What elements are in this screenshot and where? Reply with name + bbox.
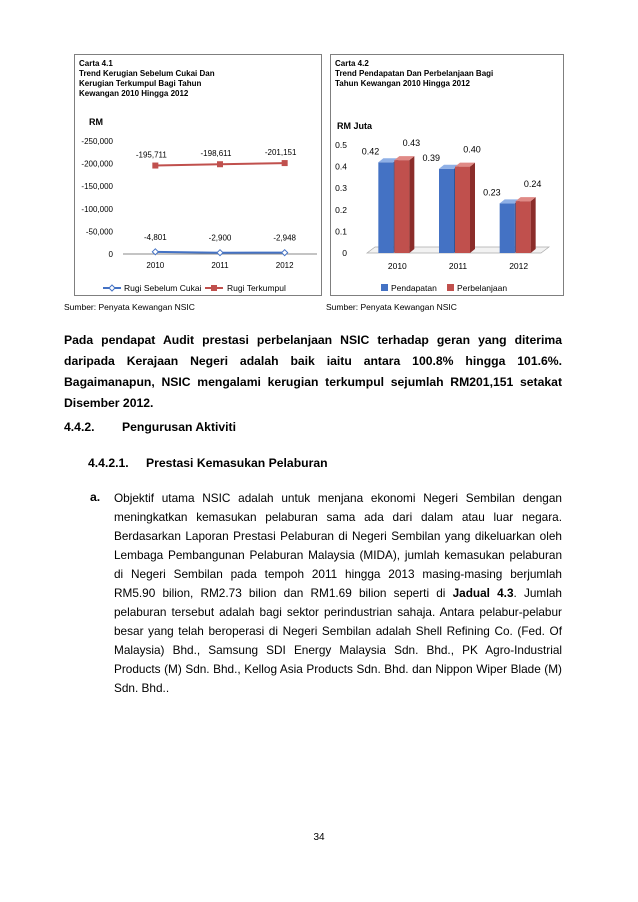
bar-pendapatan [378, 162, 393, 253]
data-label: -198,611 [200, 149, 232, 159]
y-tick-label: 0.5 [335, 140, 347, 150]
x-tick-label: 2010 [146, 261, 165, 270]
y-tick-label: -100,000 [81, 204, 113, 214]
bar-side [409, 156, 414, 253]
data-point [282, 160, 288, 166]
subsection-title: Prestasi Kemasukan Pelaburan [146, 456, 328, 470]
x-tick-label: 2012 [509, 261, 529, 271]
data-label: 0.43 [402, 138, 421, 149]
y-tick-label: -150,000 [81, 182, 113, 192]
chart-4-1 [74, 54, 322, 296]
item-line: Malaysia) Bhd., Samsung SDI Energy Malaysia Sdn. Bhd., PK Agro-Industrial [114, 643, 562, 657]
summary-line: Disember 2012. [64, 396, 154, 410]
item-line: Products (M) Sdn. Bhd., Kellog Asia Products Sdn. Bhd. dan Nippon Wiper Blade (M) [114, 662, 562, 676]
item-line: di Negeri Sembilan pada tempoh 2011 hingga 2013 masing-masing berjumlah [114, 567, 562, 581]
chart-4-2-source: Sumber: Penyata Kewangan NSIC [326, 302, 457, 312]
legend-label: Pendapatan [391, 283, 437, 293]
legend-marker [109, 285, 115, 291]
data-label: 0.23 [483, 187, 501, 198]
bar-side [531, 197, 536, 253]
chart-4-1-unit: RM [89, 117, 103, 127]
item-marker: a. [90, 490, 101, 504]
bar-pendapatan [500, 203, 515, 253]
y-tick-label: 0.2 [335, 204, 347, 215]
data-point [282, 250, 288, 256]
chart-4-2-plot [331, 55, 563, 295]
data-point [217, 250, 223, 256]
chart-4-2-unit: RM Juta [337, 121, 373, 131]
y-tick-label: -200,000 [81, 159, 113, 169]
item-line: Berdasarkan Laporan Prestasi Pelaburan di Negeri Sembilan yang dikeluarkan oleh [114, 529, 562, 543]
legend-swatch [447, 284, 454, 291]
legend-label: Perbelanjaan [457, 283, 508, 293]
data-label: -4,801 [143, 232, 167, 242]
bar-pendapatan [439, 169, 454, 253]
x-tick-label: 2010 [387, 261, 407, 271]
item-line: besar yang telah beroperasi di Negeri Sembilan adalah Shell Refining Co. (Fed. Of [114, 624, 562, 638]
bar-perbelanjaan [394, 160, 409, 253]
section-number: 4.4.2. [64, 420, 95, 434]
item-line-text: RM5.90 bilion, RM2.73 bilion dan RM1.69 bilion seperti di [114, 586, 453, 600]
y-tick-label: -50,000 [85, 227, 113, 237]
chart-4-2 [330, 54, 564, 296]
summary-line: daripada Kerajaan Negeri adalah baik iaitu antara 100.8% hingga 101.6%. [64, 354, 562, 368]
chart-4-2-title-line: Trend Pendapatan Dan Perbelanjaan Bagi [335, 69, 494, 78]
chart-4-1-title-line: Carta 4.1 [79, 59, 113, 68]
item-line: Objektif utama NSIC adalah untuk menjana ekonomi Negeri Sembilan dengan [114, 491, 562, 505]
summary-line: Bagaimanapun, NSIC mengalami kerugian terkumpul sejumlah RM201,151 setakat [64, 375, 562, 389]
legend-label: Rugi Sebelum Cukai [124, 283, 202, 293]
legend-swatch [381, 284, 388, 291]
y-tick-label: 0.3 [335, 183, 347, 194]
bar-perbelanjaan [516, 201, 531, 253]
data-label: 0.40 [463, 144, 481, 155]
chart-4-1-plot [75, 55, 321, 295]
data-label: -2,900 [208, 233, 232, 243]
item-line: Sdn. Bhd.. [114, 681, 170, 695]
table-reference: Jadual 4.3 [452, 586, 514, 600]
data-label: -201,151 [264, 148, 297, 158]
chart-4-1-title-line: Kerugian Terkumpul Bagi Tahun [79, 79, 202, 88]
chart-4-2-title-line: Carta 4.2 [335, 59, 369, 68]
y-tick-label: 0.1 [335, 226, 347, 237]
data-point [217, 161, 223, 167]
chart-4-1-source: Sumber: Penyata Kewangan NSIC [64, 302, 195, 312]
summary-line: Pada pendapat Audit prestasi perbelanjaan NSIC terhadap geran yang diterima [64, 333, 562, 347]
data-label: 0.39 [422, 152, 440, 163]
x-tick-label: 2011 [211, 261, 229, 270]
bar-perbelanjaan [455, 167, 470, 253]
item-line: Lembaga Pembangunan Pelaburan Malaysia (MIDA), jumlah kemasukan pelaburan [114, 548, 562, 562]
item-line: pelaburan tersebut adalah bagi sektor perindustrian sahaja. Antara pelabur-pelabur [114, 605, 562, 619]
y-tick-label: 0.4 [335, 161, 347, 172]
item-body [114, 489, 562, 698]
data-label: 0.42 [361, 146, 380, 157]
item-line-with-ref [114, 584, 562, 603]
legend-marker [211, 285, 217, 291]
data-label: 0.24 [523, 179, 542, 190]
chart-4-2-title-line: Tahun Kewangan 2010 Hingga 2012 [335, 79, 471, 88]
data-point [152, 163, 158, 169]
item-line-text-after: . Jumlah [513, 586, 562, 600]
section-title: Pengurusan Aktiviti [122, 420, 236, 434]
y-tick-label: -250,000 [81, 137, 113, 146]
y-tick-label: 0 [108, 250, 113, 259]
chart-4-1-title-line: Kewangan 2010 Hingga 2012 [79, 89, 189, 98]
bar-side [470, 163, 475, 253]
data-label: -195,711 [135, 150, 167, 160]
summary-paragraph [64, 330, 562, 414]
x-tick-label: 2011 [448, 261, 468, 271]
chart-4-1-title-line: Trend Kerugian Sebelum Cukai Dan [79, 69, 215, 78]
legend-label: Rugi Terkumpul [227, 283, 286, 293]
data-label: -2,948 [273, 233, 297, 243]
subsection-number: 4.4.2.1. [88, 456, 129, 470]
x-tick-label: 2012 [275, 261, 294, 270]
page-number: 34 [313, 832, 325, 843]
item-line: meningkatkan kemasukan pelaburan sama ada dari dalam atau luar negara. [114, 510, 562, 524]
y-tick-label: 0 [342, 248, 347, 258]
